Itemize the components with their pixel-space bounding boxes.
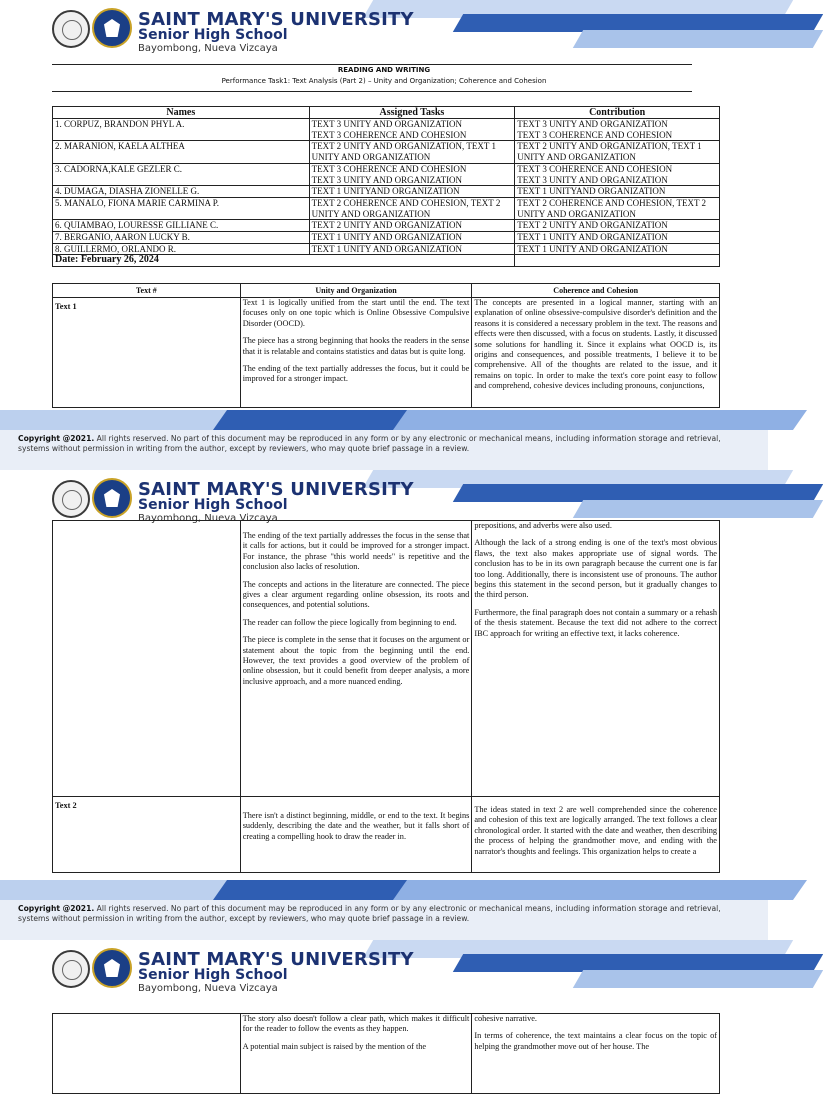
- title-rule-bottom: [52, 91, 692, 92]
- analysis-table-2: [52, 520, 720, 873]
- shs-seal-icon: [52, 480, 90, 518]
- member-contribution: [515, 141, 720, 163]
- col-names: Names: [53, 107, 310, 119]
- member-contribution: [515, 163, 720, 185]
- page-footer: [0, 880, 768, 940]
- date-text: Date: February 26, 2024: [53, 255, 515, 267]
- school-location: Bayombong, Nueva Vizcaya: [138, 513, 278, 524]
- member-tasks-line: TEXT 3 UNITY AND ORGANIZATION: [311, 119, 463, 129]
- member-contribution-line: TEXT 3 UNITY AND ORGANIZATION: [517, 119, 668, 129]
- member-name: 4. DUMAGA, DIASHA ZIONELLE G.: [53, 186, 310, 198]
- smu-seal-icon: [92, 478, 132, 518]
- paragraph: The concepts and actions in the literature are connected. The piece gives a clear argument regarding online obsession, its roots and consequences, and potential solutions.: [242, 579, 470, 610]
- member-row: [53, 220, 720, 232]
- member-contribution: [515, 232, 720, 244]
- school-name: SAINT MARY'S UNIVERSITY: [138, 9, 414, 30]
- member-row: [53, 141, 720, 163]
- analysis-header-row: [53, 284, 720, 298]
- paragraph: prepositions, and adverbs were also used.: [474, 521, 612, 530]
- member-contribution-line: TEXT 2 UNITY AND ORGANIZATION, TEXT 1: [517, 141, 702, 152]
- title-rule-top: [52, 64, 692, 65]
- member-tasks: [309, 119, 515, 141]
- member-tasks: [309, 141, 515, 163]
- doc-subject: READING AND WRITING: [337, 66, 431, 74]
- member-tasks-line: TEXT 1 UNITY AND ORGANIZATION: [311, 232, 463, 243]
- member-row: [53, 197, 720, 219]
- paragraph: The piece has a strong beginning that hooks the readers in the sense that it is relatable and contains statistics and datas but is quite long.: [242, 336, 470, 356]
- member-tasks-line: TEXT 3 COHERENCE AND COHESION: [311, 129, 467, 140]
- member-name: 3. CADORNA,KALE GEZLER C.: [53, 163, 310, 185]
- member-contribution-line: TEXT 3 UNITY AND ORGANIZATION: [517, 174, 668, 185]
- member-name: 7. BERGANIO, AARON LUCKY B.: [53, 232, 310, 244]
- text1-label-empty: [53, 521, 241, 797]
- member-tasks-line: TEXT 2 COHERENCE AND COHESION, TEXT 2: [311, 197, 501, 208]
- paragraph: The ending of the text partially addresses the focus, but it could be improved for a stronger impact.: [242, 364, 470, 384]
- shs-seal-icon: [52, 10, 90, 48]
- text1-coherence-continued: [472, 521, 720, 797]
- member-tasks: [309, 243, 515, 255]
- text1-label: Text 1: [53, 298, 241, 408]
- member-contribution-line: TEXT 1 UNITYAND ORGANIZATION: [517, 186, 666, 197]
- col-tasks: Assigned Tasks: [309, 107, 515, 119]
- members-table: [52, 106, 720, 267]
- text1-coherence: [472, 298, 720, 408]
- paragraph: The piece is complete in the sense that it focuses on the argument or statement about the topic from the beginning until the end. However, the text provides a good overview of the problem of online obsession, but it could benefit from deeper analysis, a more inclusive approach, and a more nuanced ending.: [242, 635, 470, 686]
- member-tasks-line: TEXT 1 UNITY AND ORGANIZATION: [311, 243, 463, 254]
- member-tasks: [309, 197, 515, 219]
- smu-seal-icon: [92, 948, 132, 988]
- text2-label: Text 2: [53, 797, 241, 873]
- member-contribution-line: UNITY AND ORGANIZATION: [517, 152, 636, 163]
- col-contribution: Contribution: [515, 107, 720, 119]
- text2-coherence-continued: [472, 1014, 720, 1094]
- paragraph: In terms of coherence, the text maintains a clear focus on the topic of helping the grandmother move out of her house. The: [474, 1031, 717, 1051]
- paragraph: The ending of the text partially addresses the focus in the sense that it calls for actions, but it could be improved for a stronger impact. For instance, the phrase "this world needs" is repetitive and the conclusion also lacks of resolution.: [242, 531, 470, 572]
- text1-continued-row: [53, 521, 720, 797]
- school-name: SAINT MARY'S UNIVERSITY: [138, 949, 414, 970]
- member-name: 8. GUILLERMO, ORLANDO R.: [53, 243, 310, 255]
- member-contribution-line: TEXT 2 UNITY AND ORGANIZATION: [517, 220, 668, 231]
- page-header: [0, 470, 768, 526]
- footer-band: [0, 410, 768, 430]
- page-1: [0, 0, 768, 470]
- member-row: [53, 243, 720, 255]
- members-header-row: [53, 107, 720, 119]
- paragraph: The concepts are presented in a logical manner, starting with an explanation of online obsessive-compulsive disorder's definition and the reasons it is considered a necessary problem in the text. The reasons and effects were then discussed, with a focus on students. Lastly, it discussed some solutions for handling it. Since it explains what OOCD is, its origins and consequences, and possible treatments, I believe it to be comprehensive. All of the thoughts are related to the issue, and it remains on topic. In order to make the text's core point easy to follow and comprehend, cohesive devices including pronouns, conjunctions,: [474, 298, 717, 391]
- school-division: Senior High School: [138, 967, 288, 983]
- member-tasks: [309, 232, 515, 244]
- member-tasks-line: TEXT 3 COHERENCE AND COHESION: [311, 163, 467, 174]
- member-contribution: [515, 220, 720, 232]
- school-division: Senior High School: [138, 497, 288, 513]
- member-row: [53, 119, 720, 141]
- member-row: [53, 232, 720, 244]
- member-contribution-line: TEXT 3 COHERENCE AND COHESION: [517, 129, 673, 140]
- date-row: [53, 255, 720, 267]
- paragraph: Text 1 is logically unified from the start until the end. The text focuses only on one topic which is Online Obsessive Compulsive Disorder (OOCD).: [242, 298, 470, 328]
- member-contribution-line: TEXT 2 COHERENCE AND COHESION, TEXT 2: [517, 197, 707, 208]
- text2-coherence: [472, 797, 720, 873]
- doc-task: Performance Task1: Text Analysis (Part 2) – Unity and Organization; Coherence and Cohesion: [221, 77, 547, 85]
- member-contribution: [515, 119, 720, 141]
- member-name: 1. CORPUZ, BRANDON PHYL A.: [53, 119, 310, 141]
- member-tasks-line: UNITY AND ORGANIZATION: [311, 152, 431, 163]
- member-tasks: [309, 163, 515, 185]
- member-contribution-line: TEXT 1 UNITY AND ORGANIZATION: [517, 232, 668, 243]
- col-coherence: Coherence and Cohesion: [472, 284, 720, 298]
- text2-unity-continued: [240, 1014, 472, 1094]
- smu-seal-icon: [92, 8, 132, 48]
- shs-seal-icon: [52, 950, 90, 988]
- member-contribution-line: TEXT 3 COHERENCE AND COHESION: [517, 163, 673, 174]
- member-tasks-line: UNITY AND ORGANIZATION: [311, 208, 431, 219]
- page-3: [0, 940, 768, 1051]
- copyright-notice: Copyright @2021. All rights reserved. No part of this document may be reproduced in any form or by any electronic or mechanical means, including information storage and retrieval, systems without permission in writing from the author, except by reviewers, who may quote brief passage in a review.: [18, 434, 721, 453]
- school-name: SAINT MARY'S UNIVERSITY: [138, 479, 414, 500]
- school-location: Bayombong, Nueva Vizcaya: [138, 43, 278, 54]
- analysis-table-1: [52, 283, 720, 408]
- paragraph: There isn't a distinct beginning, middle, or end to the text. It begins suddenly, describing the date and the weather, but it falls short of creating a compelling hook to draw the reader in.: [242, 811, 470, 841]
- member-row: [53, 186, 720, 198]
- paragraph: The story also doesn't follow a clear path, which makes it difficult for the reader to follow the events as they happen.: [242, 1014, 470, 1034]
- member-row: [53, 163, 720, 185]
- text1-unity-continued: [240, 521, 472, 797]
- member-contribution: [515, 243, 720, 255]
- school-division: Senior High School: [138, 27, 288, 43]
- text2-label-empty: [53, 1014, 241, 1094]
- page-2: [0, 470, 768, 940]
- col-unity: Unity and Organization: [240, 284, 472, 298]
- member-tasks-line: TEXT 1 UNITYAND ORGANIZATION: [311, 186, 460, 197]
- date-empty: [515, 255, 720, 267]
- paragraph: Although the lack of a strong ending is one of the text's most obvious flaws, the text also makes appropriate use of signal words. The conclusion has to be in its own paragraph because the current one is far too long. Additionally, there is inconsistent use of pronouns. The author begins this statement in the second person, but it gradually changes to the third person.: [474, 538, 717, 600]
- text2-row: [53, 797, 720, 873]
- paragraph: A potential main subject is raised by the mention of the: [242, 1041, 427, 1051]
- member-tasks: [309, 220, 515, 232]
- page-header: [0, 940, 768, 996]
- footer-band: [0, 880, 768, 900]
- member-name: 2. MARANION, KAELA ALTHEA: [53, 141, 310, 163]
- member-name: 6. QUIAMBAO, LOURESSE GILLIANE C.: [53, 220, 310, 232]
- text1-unity: [240, 298, 472, 408]
- member-contribution-line: TEXT 1 UNITY AND ORGANIZATION: [517, 243, 668, 254]
- member-contribution: [515, 197, 720, 219]
- page-footer: [0, 410, 768, 470]
- paragraph: cohesive narrative.: [474, 1014, 537, 1023]
- school-location: Bayombong, Nueva Vizcaya: [138, 983, 278, 994]
- paragraph: The ideas stated in text 2 are well comprehended since the coherence and cohesion of this text are logically arranged. The text follows a clear chronological order. It started with the date and weather, then describing the process of helping the grandmother move, and ending with the narrator's thoughts and feelings. This organization helps to create a: [474, 805, 717, 856]
- member-name: 5. MANALO, FIONA MARIE CARMINA P.: [53, 197, 310, 219]
- paragraph: Furthermore, the final paragraph does not contain a summary or a rehash of the thesis statement. Because the text did not adhere to the correct IBC approach for writing an effective text, it lacks coherence.: [474, 607, 717, 638]
- col-text-num: Text #: [53, 284, 241, 298]
- member-tasks-line: TEXT 3 UNITY AND ORGANIZATION: [311, 174, 463, 185]
- copyright-notice: Copyright @2021. All rights reserved. No part of this document may be reproduced in any form or by any electronic or mechanical means, including information storage and retrieval, systems without permission in writing from the author, except by reviewers, who may quote brief passage in a review.: [18, 904, 721, 923]
- text2-continued-row: [53, 1014, 720, 1094]
- text1-row: [53, 298, 720, 408]
- member-tasks: [309, 186, 515, 198]
- member-contribution: [515, 186, 720, 198]
- text2-unity: [240, 797, 472, 873]
- paragraph: The reader can follow the piece logically from beginning to end.: [242, 617, 457, 627]
- member-contribution-line: UNITY AND ORGANIZATION: [517, 208, 636, 219]
- member-tasks-line: TEXT 2 UNITY AND ORGANIZATION, TEXT 1: [311, 141, 496, 152]
- member-tasks-line: TEXT 2 UNITY AND ORGANIZATION: [311, 220, 463, 231]
- page-header: [0, 0, 768, 56]
- analysis-table-3: [52, 1013, 720, 1094]
